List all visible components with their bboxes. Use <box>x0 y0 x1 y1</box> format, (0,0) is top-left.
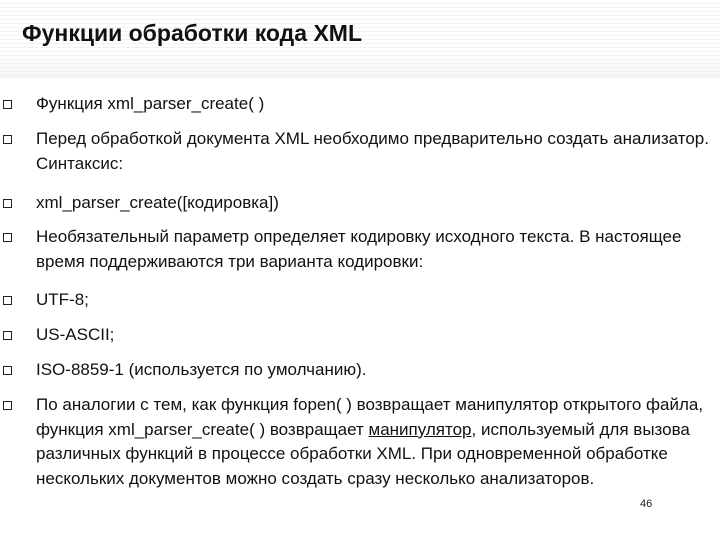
bullet-text <box>36 393 716 491</box>
square-bullet-icon <box>3 100 12 109</box>
bullet-text: Необязательный параметр определяет кодировку исходного текста. В настоящее время поддерживаются три варианта кодировки: <box>36 227 682 271</box>
square-bullet-icon <box>3 233 12 242</box>
bullet-text-part: По аналогии с тем, как функция fopen( ) возвращает манипулятор открытого файла, функция xml_parser_create( ) возвращает <box>36 395 704 439</box>
bullet-text-part: , используемый для вызова различных функций в процессе обработки XML. При одновременной обработке нескольких документов можно создать сразу несколько анализаторов. <box>36 419 690 488</box>
square-bullet-icon <box>3 296 12 305</box>
bullet-text: ISO-8859-1 (используется по умолчанию). <box>36 360 367 379</box>
bullet-text: Функция xml_parser_create( ) <box>36 94 265 113</box>
square-bullet-icon <box>3 135 12 144</box>
slide-title: Функции обработки кода XML <box>22 20 363 46</box>
bullet-text: xml_parser_create([кодировка]) <box>36 193 279 212</box>
page-number: 46 <box>640 498 653 510</box>
underlined-term: манипулятор <box>368 419 472 439</box>
bullet-text: US-ASCII; <box>36 325 115 344</box>
square-bullet-icon <box>3 366 12 375</box>
square-bullet-icon <box>3 199 12 208</box>
square-bullet-icon <box>3 331 12 340</box>
bullet-text: Перед обработкой документа XML необходимо предварительно создать анализатор. Синтаксис: <box>36 129 709 173</box>
bullet-text: UTF-8; <box>36 290 89 309</box>
square-bullet-icon <box>3 401 12 410</box>
